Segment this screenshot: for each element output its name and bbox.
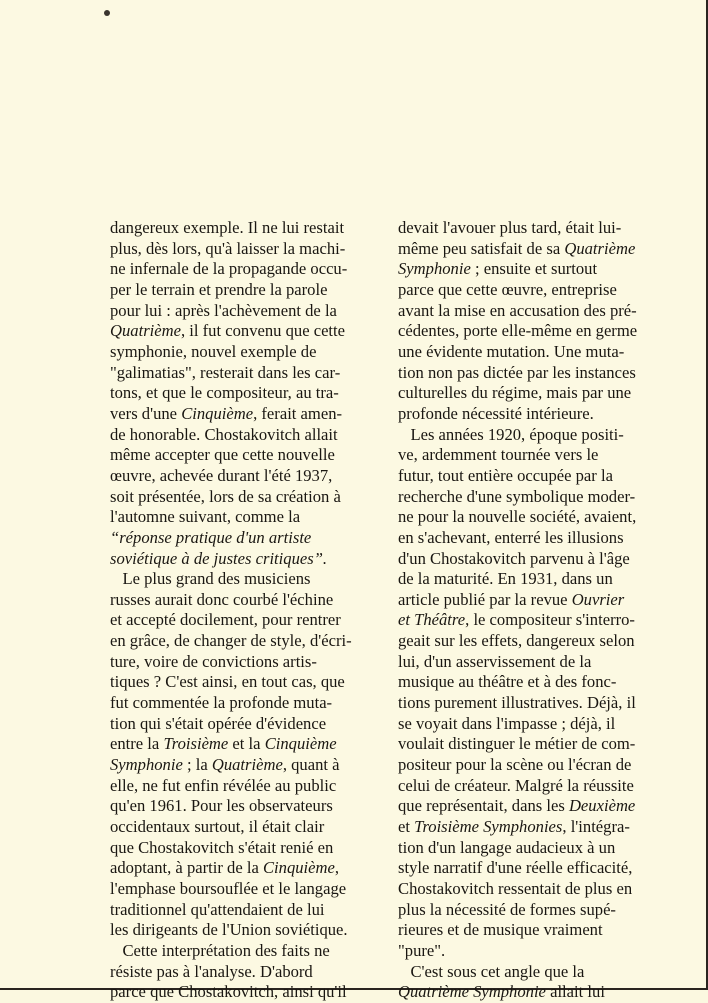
text-line: tiques ? C'est ainsi, en tout cas, que — [110, 672, 345, 692]
text-line: fut commentée la profonde muta- — [110, 693, 333, 713]
text-line: tions purement illustratives. Déjà, il — [398, 693, 636, 713]
text-line: style narratif d'une réelle efficacité, — [398, 858, 633, 878]
text-line: parce que Chostakovitch, ainsi qu'il — [110, 982, 347, 1002]
text-line: Cette interprétation des faits ne — [110, 940, 330, 960]
text-line: culturelles du régime, mais par une — [398, 383, 632, 403]
text-line: se voyait dans l'impasse ; déjà, il — [398, 713, 616, 733]
text-line: plus, dès lors, qu'à laisser la machi- — [110, 238, 346, 258]
text-line: soviétique à de justes critiques”. — [110, 548, 328, 568]
text-line: positeur pour la scène ou l'écran de — [398, 755, 632, 775]
text-line: ne infernale de la propagande occu- — [110, 259, 348, 279]
text-line: tion qui s'était opérée d'évidence — [110, 713, 327, 733]
text-line: Symphonie ; la Quatrième, quant à — [110, 755, 340, 775]
text-line: parce que cette œuvre, entreprise — [398, 279, 617, 299]
text-line: geait sur les effets, dangereux selon — [398, 631, 635, 651]
text-line: per le terrain et prendre la parole — [110, 279, 328, 299]
text-line: lui, d'un asservissement de la — [398, 651, 592, 671]
text-line: l'automne suivant, comme la — [110, 507, 301, 527]
text-line: recherche d'une symbolique moder- — [398, 486, 636, 506]
text-line: dangereux exemple. Il ne lui restait — [110, 218, 345, 237]
text-line: musique au théâtre et à des fonc- — [398, 672, 617, 692]
text-line: l'emphase boursouflée et le langage — [110, 879, 347, 898]
text-line: devait l'avouer plus tard, était lui- — [398, 218, 622, 237]
text-line: en s'achevant, enterré les illusions — [398, 527, 624, 547]
text-line: les dirigeants de l'Union soviétique. — [110, 920, 348, 940]
text-line: traditionnel qu'attendaient de lui — [110, 899, 325, 919]
text-line: d'un Chostakovitch parvenu à l'âge — [398, 548, 630, 568]
text-line: tion d'un langage audacieux à un — [398, 837, 616, 857]
text-line: voulait distinguer le métier de com- — [398, 734, 636, 754]
text-line: avant la mise en accusation des pré- — [398, 300, 637, 320]
text-line: Quatrième, il fut convenu que cette — [110, 321, 346, 341]
text-line: de honorable. Chostakovitch allait — [110, 424, 338, 444]
text-line: œuvre, achevée durant l'été 1937, — [110, 465, 333, 485]
text-line: même peu satisfait de sa Quatrième — [398, 238, 636, 258]
text-line: ne pour la nouvelle société, avaient, — [398, 507, 637, 527]
text-line: Quatrième Symphonie allait lui — [398, 982, 605, 1002]
text-line: elle, ne fut enfin révélée au public — [110, 775, 337, 795]
right-text-column — [398, 218, 678, 1003]
text-line: tion non pas dictée par les instances — [398, 362, 636, 382]
text-line: "galimatias", resterait dans les car- — [110, 362, 341, 382]
page-mark — [104, 10, 110, 16]
left-text-column — [110, 218, 386, 1003]
text-line: Chostakovitch ressentait de plus en — [398, 879, 633, 898]
text-line: pour lui : après l'achèvement de la — [110, 300, 337, 320]
text-line: entre la Troisième et la Cinquième — [110, 734, 337, 754]
text-line: adoptant, à partir de la Cinquième, — [110, 858, 340, 878]
text-line: ve, ardemment tournée vers le — [398, 445, 599, 465]
text-line: une évidente mutation. Une muta- — [398, 341, 625, 361]
text-line: profonde nécessité intérieure. — [398, 403, 594, 423]
text-line: et accepté docilement, pour rentrer — [110, 610, 341, 630]
text-line: de la maturité. En 1931, dans un — [398, 569, 613, 589]
text-line: tons, et que le compositeur, au tra- — [110, 383, 339, 403]
text-line: et Théâtre, le compositeur s'interro- — [398, 610, 635, 630]
text-line: Symphonie ; ensuite et surtout — [398, 259, 598, 279]
text-line: symphonie, nouvel exemple de — [110, 341, 317, 361]
text-line: et Troisième Symphonies, l'intégra- — [398, 817, 630, 837]
text-line: C'est sous cet angle que la — [398, 961, 585, 981]
text-line: qu'en 1961. Pour les observateurs — [110, 796, 333, 816]
text-line: que Chostakovitch s'était renié en — [110, 837, 334, 857]
text-line: que représentait, dans les Deuxième — [398, 796, 636, 816]
text-line: même accepter que cette nouvelle — [110, 445, 335, 465]
text-line: Les années 1920, époque positi- — [398, 424, 624, 444]
text-line: celui de créateur. Malgré la réussite — [398, 775, 634, 795]
text-line: "pure". — [398, 940, 446, 960]
text-line: “réponse pratique d'un artiste — [110, 527, 312, 547]
text-line: en grâce, de changer de style, d'écri- — [110, 631, 352, 651]
text-line: vers d'une Cinquième, ferait amen- — [110, 403, 343, 423]
text-line: futur, tout entière occupée par la — [398, 465, 613, 485]
text-line: soit présentée, lors de sa création à — [110, 486, 341, 506]
text-line: ture, voire de convictions artis- — [110, 651, 317, 671]
text-line: russes aurait donc courbé l'échine — [110, 589, 334, 609]
text-line: rieures et de musique vraiment — [398, 920, 603, 940]
text-line: Le plus grand des musiciens — [110, 569, 311, 589]
text-line: résiste pas à l'analyse. D'abord — [110, 961, 313, 981]
text-line: article publié par la revue Ouvrier — [398, 589, 625, 609]
text-line: occidentaux surtout, il était clair — [110, 817, 325, 837]
text-line: plus la nécessité de formes supé- — [398, 899, 616, 919]
text-line: cédentes, porte elle-même en germe — [398, 321, 638, 341]
